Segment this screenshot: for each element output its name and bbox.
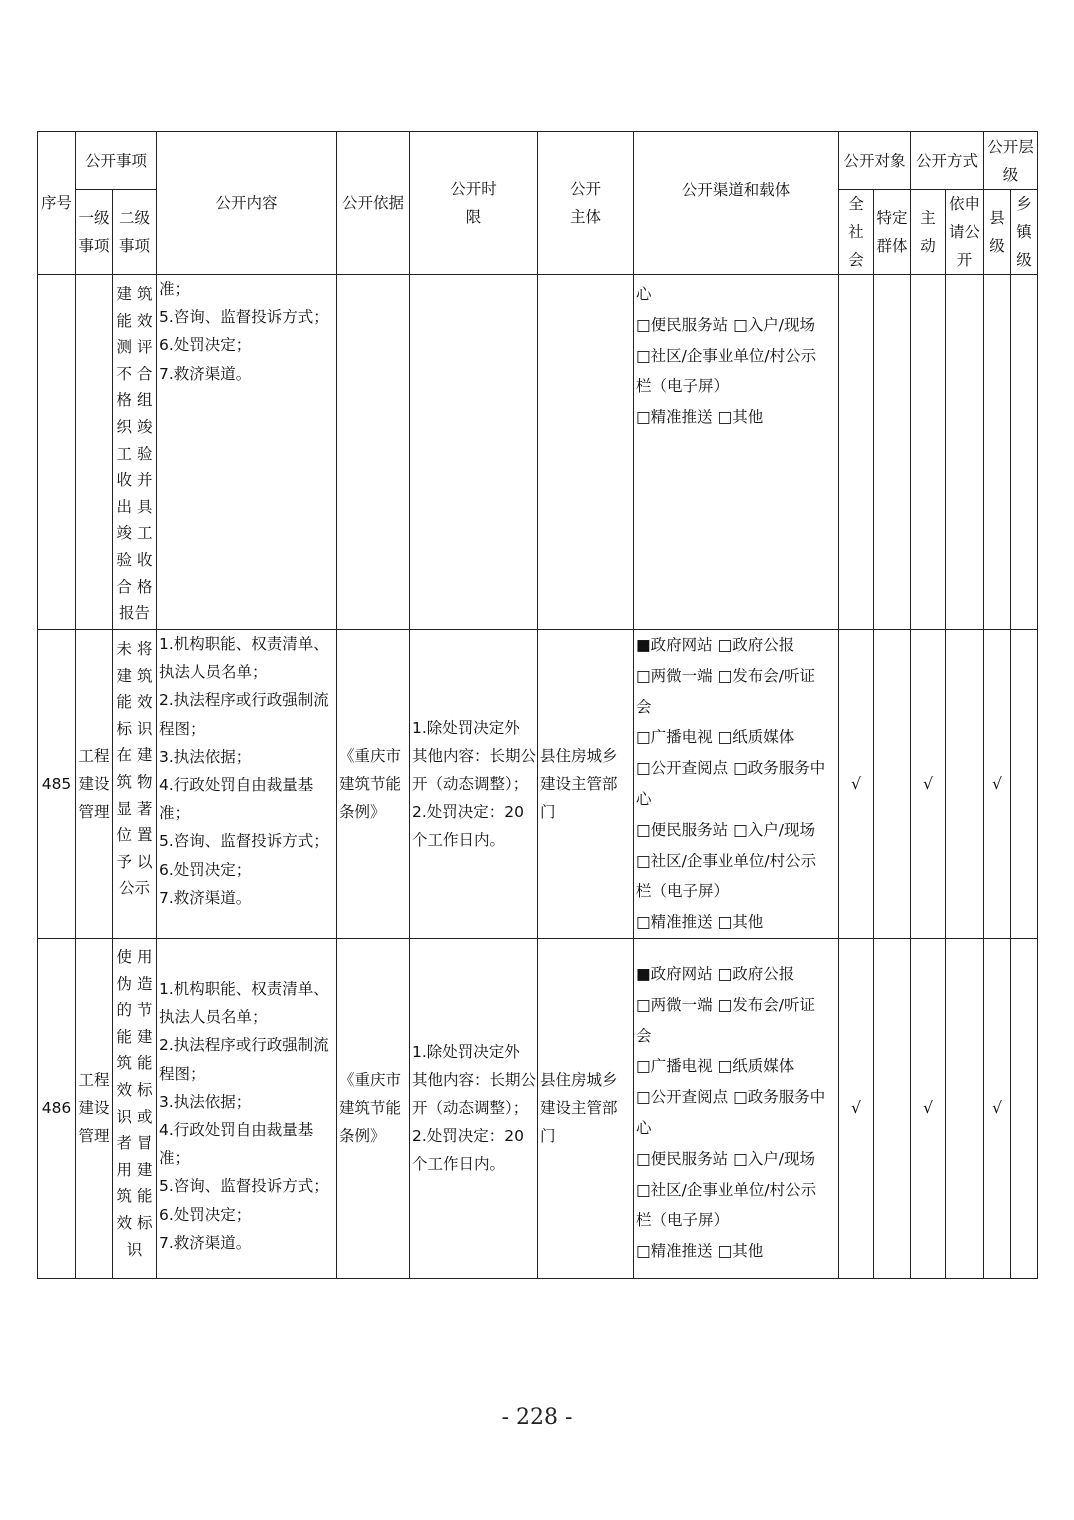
cell-basis bbox=[337, 938, 410, 1278]
seq-number: 485 bbox=[41, 774, 72, 793]
header-method-request: 依申请公开 bbox=[946, 190, 984, 275]
cell-level1 bbox=[76, 275, 113, 630]
cell-line: 7.救济渠道。 bbox=[159, 1233, 252, 1252]
cell-line: 程图； bbox=[159, 719, 206, 738]
cell-line: 条例》 bbox=[339, 802, 386, 821]
cell-time-limit bbox=[410, 630, 538, 939]
mark-audience-specific bbox=[874, 630, 911, 939]
cell-line: 1.除处罚决定外 bbox=[412, 1043, 520, 1062]
cell-line: 《重庆市 bbox=[339, 746, 402, 765]
header-level-town: 乡镇级 bbox=[1011, 190, 1038, 275]
cell-line: 会 bbox=[636, 1026, 652, 1045]
cell-seq bbox=[38, 630, 76, 939]
cell-line: 2.执法程序或行政强制流 bbox=[159, 691, 329, 710]
cell-line: 能 效 bbox=[116, 311, 153, 330]
cell-line: 织 竣 bbox=[116, 417, 153, 436]
cell-line: 的 节 bbox=[116, 1001, 153, 1020]
cell-time-limit bbox=[410, 938, 538, 1278]
cell-line: □精准推送 □其他 bbox=[636, 408, 764, 427]
level1-text: 工程建设管理 bbox=[78, 1071, 110, 1146]
cell-line: 准； bbox=[159, 1149, 191, 1168]
cell-subject bbox=[538, 275, 634, 630]
cell-line: 建 筑 bbox=[116, 285, 153, 303]
cell-line: □便民服务站 □入户/现场 bbox=[636, 820, 815, 839]
cell-line: 识 bbox=[126, 1240, 143, 1259]
cell-line: 4.行政处罚自由裁量基 bbox=[159, 776, 314, 795]
cell-subject bbox=[538, 938, 634, 1278]
cell-line: □广播电视 □纸质媒体 bbox=[636, 728, 795, 747]
cell-level2 bbox=[113, 938, 157, 1278]
cell-line: 准； bbox=[159, 280, 191, 298]
cell-line: □精准推送 □其他 bbox=[636, 1242, 764, 1261]
cell-line: 工 验 bbox=[116, 444, 153, 463]
cell-line: 不 合 bbox=[116, 364, 153, 383]
cell-line: 开（动态调整）； bbox=[412, 1099, 529, 1118]
cell-line: 个工作日内。 bbox=[412, 1155, 506, 1174]
cell-line: 准； bbox=[159, 804, 191, 823]
cell-line: 在 建 bbox=[116, 746, 153, 765]
cell-line: 竣 工 bbox=[116, 524, 153, 543]
header-seq: 序号 bbox=[38, 132, 76, 275]
cell-line: 其他内容：长期公 bbox=[412, 746, 537, 765]
cell-channels bbox=[634, 938, 839, 1278]
cell-line: 7.救济渠道。 bbox=[159, 364, 252, 383]
cell-line: 报告 bbox=[119, 604, 151, 623]
cell-line: 执法人员名单； bbox=[159, 663, 268, 682]
cell-line: 其他内容：长期公 bbox=[412, 1071, 537, 1090]
cell-line: 执法人员名单； bbox=[159, 1008, 268, 1027]
cell-line: □精准推送 □其他 bbox=[636, 913, 764, 932]
cell-line: □社区/企事业单位/村公示 bbox=[636, 851, 817, 870]
cell-line: 建筑节能 bbox=[339, 1099, 402, 1118]
header-audience: 公开对象 bbox=[839, 132, 911, 190]
cell-line: 用 建 bbox=[116, 1160, 153, 1179]
cell-line: 使 用 bbox=[116, 947, 153, 966]
cell-content bbox=[157, 938, 337, 1278]
cell-line: 门 bbox=[540, 802, 556, 821]
cell-line: 显 著 bbox=[116, 799, 153, 818]
mark-method-active bbox=[911, 938, 946, 1278]
cell-line: 筑 物 bbox=[116, 772, 153, 791]
cell-line: □便民服务站 □入户/现场 bbox=[636, 315, 815, 334]
cell-line: 者 冒 bbox=[116, 1134, 153, 1153]
mark-level-town bbox=[1011, 938, 1038, 1278]
cell-line: □两微一端 □发布会/听证 bbox=[636, 995, 815, 1014]
cell-channels bbox=[634, 275, 839, 630]
header-audience-all: 全社会 bbox=[839, 190, 874, 275]
mark-method-request bbox=[946, 275, 984, 630]
cell-line: 标 识 bbox=[116, 719, 153, 738]
cell-line: 6.处罚决定； bbox=[159, 336, 252, 355]
cell-line: 门 bbox=[540, 1127, 556, 1146]
cell-line: 心 bbox=[636, 285, 652, 303]
header-audience-specific: 特定群体 bbox=[874, 190, 911, 275]
cell-content bbox=[157, 275, 337, 630]
mark-level-county bbox=[984, 938, 1011, 1278]
cell-line: 筑 能 bbox=[116, 1187, 153, 1206]
cell-line: 县住房城乡 bbox=[540, 1071, 618, 1090]
table-row bbox=[38, 275, 1038, 630]
cell-seq bbox=[38, 275, 76, 630]
cell-line: 7.救济渠道。 bbox=[159, 888, 252, 907]
cell-line: 识 或 bbox=[116, 1107, 153, 1126]
check-mark: √ bbox=[992, 774, 1002, 793]
cell-line: 建设主管部 bbox=[540, 774, 618, 793]
header-method: 公开方式 bbox=[911, 132, 984, 190]
cell-line: 程图； bbox=[159, 1064, 206, 1083]
cell-subject bbox=[538, 630, 634, 939]
cell-line: 验 收 bbox=[116, 550, 153, 569]
check-mark: √ bbox=[992, 1099, 1002, 1118]
page-number: - 228 - bbox=[501, 1405, 573, 1430]
cell-line: □广播电视 □纸质媒体 bbox=[636, 1057, 795, 1076]
cell-level2 bbox=[113, 630, 157, 939]
cell-line: 会 bbox=[636, 697, 652, 716]
mark-audience-all bbox=[839, 275, 874, 630]
cell-line: 条例》 bbox=[339, 1127, 386, 1146]
header-item-group: 公开事项 bbox=[76, 132, 157, 190]
header-level1: 一级事项 bbox=[76, 190, 113, 275]
cell-level2 bbox=[113, 275, 157, 630]
cell-line: 格 组 bbox=[116, 391, 153, 410]
cell-line: 1.机构职能、权责清单、 bbox=[159, 635, 329, 653]
check-mark: √ bbox=[851, 1099, 861, 1118]
cell-seq bbox=[38, 938, 76, 1278]
cell-channels bbox=[634, 630, 839, 939]
cell-line: 测 评 bbox=[116, 338, 153, 357]
cell-line: 栏（电子屏） bbox=[636, 882, 730, 901]
mark-method-active bbox=[911, 630, 946, 939]
cell-line: 建 筑 bbox=[116, 666, 153, 685]
header-level-county: 县级 bbox=[984, 190, 1011, 275]
cell-basis bbox=[337, 630, 410, 939]
cell-line: 能 建 bbox=[116, 1027, 153, 1046]
cell-line: □公开查阅点 □政务服务中 bbox=[636, 759, 826, 778]
cell-line: 县住房城乡 bbox=[540, 746, 618, 765]
mark-method-request bbox=[946, 938, 984, 1278]
cell-line: 3.执法依据； bbox=[159, 747, 252, 766]
cell-line: 公示 bbox=[119, 879, 151, 898]
cell-line: 效 标 bbox=[116, 1080, 153, 1099]
cell-line: □社区/企事业单位/村公示 bbox=[636, 346, 817, 365]
cell-line: 5.咨询、监督投诉方式； bbox=[159, 308, 329, 327]
cell-line: 开（动态调整）； bbox=[412, 774, 529, 793]
table-row bbox=[38, 630, 1038, 939]
cell-line: 予 以 bbox=[116, 852, 153, 871]
cell-line: □公开查阅点 □政务服务中 bbox=[636, 1088, 826, 1107]
check-mark: √ bbox=[923, 774, 933, 793]
cell-content bbox=[157, 630, 337, 939]
header-method-active: 主动 bbox=[911, 190, 946, 275]
cell-line: 心 bbox=[636, 789, 652, 808]
header-channels: 公开渠道和载体 bbox=[634, 132, 839, 275]
mark-audience-all bbox=[839, 630, 874, 939]
mark-level-town bbox=[1011, 630, 1038, 939]
mark-method-active bbox=[911, 275, 946, 630]
check-mark: √ bbox=[851, 774, 861, 793]
mark-audience-all bbox=[839, 938, 874, 1278]
cell-level1 bbox=[76, 630, 113, 939]
cell-line: 未 将 bbox=[116, 640, 153, 658]
header-level2: 二级事项 bbox=[113, 190, 157, 275]
cell-line: 《重庆市 bbox=[339, 1071, 402, 1090]
mark-method-request bbox=[946, 630, 984, 939]
header-level: 公开层级 bbox=[984, 132, 1038, 190]
cell-line: □便民服务站 □入户/现场 bbox=[636, 1149, 815, 1168]
cell-line: 能 效 bbox=[116, 693, 153, 712]
cell-line: 伪 造 bbox=[116, 974, 153, 993]
cell-line: 栏（电子屏） bbox=[636, 377, 730, 396]
cell-line: 6.处罚决定； bbox=[159, 860, 252, 879]
cell-line: 心 bbox=[636, 1118, 652, 1137]
cell-line: 1.除处罚决定外 bbox=[412, 718, 520, 737]
cell-line: □两微一端 □发布会/听证 bbox=[636, 666, 815, 685]
cell-line: 效 标 bbox=[116, 1213, 153, 1232]
cell-line: 4.行政处罚自由裁量基 bbox=[159, 1120, 314, 1139]
cell-line: 筑 能 bbox=[116, 1054, 153, 1073]
cell-line: 5.咨询、监督投诉方式； bbox=[159, 1177, 329, 1196]
cell-line: 2.执法程序或行政强制流 bbox=[159, 1036, 329, 1055]
cell-line: 3.执法依据； bbox=[159, 1092, 252, 1111]
level1-text: 工程建设管理 bbox=[78, 746, 110, 821]
cell-level1 bbox=[76, 938, 113, 1278]
mark-audience-specific bbox=[874, 938, 911, 1278]
mark-level-county bbox=[984, 275, 1011, 630]
cell-line: 收 并 bbox=[116, 471, 153, 490]
cell-line: 6.处罚决定； bbox=[159, 1205, 252, 1224]
mark-level-town bbox=[1011, 275, 1038, 630]
check-mark: √ bbox=[923, 1099, 933, 1118]
cell-line: 出 具 bbox=[116, 497, 153, 516]
disclosure-table bbox=[37, 131, 1038, 1279]
mark-level-county bbox=[984, 630, 1011, 939]
header-subject: 公开主体 bbox=[538, 132, 634, 275]
cell-line: 2.处罚决定：20 bbox=[412, 802, 525, 821]
cell-line: ■政府网站 □政府公报 bbox=[636, 636, 795, 654]
table-row bbox=[38, 938, 1038, 1278]
cell-basis bbox=[337, 275, 410, 630]
cell-line: 建筑节能 bbox=[339, 774, 402, 793]
cell-line: 栏（电子屏） bbox=[636, 1211, 730, 1230]
header-basis: 公开依据 bbox=[337, 132, 410, 275]
cell-line: □社区/企事业单位/村公示 bbox=[636, 1180, 817, 1199]
mark-audience-specific bbox=[874, 275, 911, 630]
cell-line: 建设主管部 bbox=[540, 1099, 618, 1118]
cell-line: 个工作日内。 bbox=[412, 830, 506, 849]
cell-line: 1.机构职能、权责清单、 bbox=[159, 979, 329, 998]
header-content: 公开内容 bbox=[157, 132, 337, 275]
cell-time-limit bbox=[410, 275, 538, 630]
cell-line: 合 格 bbox=[116, 577, 153, 596]
header-time-limit: 公开时限 bbox=[410, 132, 538, 275]
seq-number: 486 bbox=[41, 1099, 72, 1118]
cell-line: 位 置 bbox=[116, 826, 153, 845]
cell-line: ■政府网站 □政府公报 bbox=[636, 964, 795, 983]
cell-line: 2.处罚决定：20 bbox=[412, 1127, 525, 1146]
cell-line: 5.咨询、监督投诉方式； bbox=[159, 832, 329, 851]
